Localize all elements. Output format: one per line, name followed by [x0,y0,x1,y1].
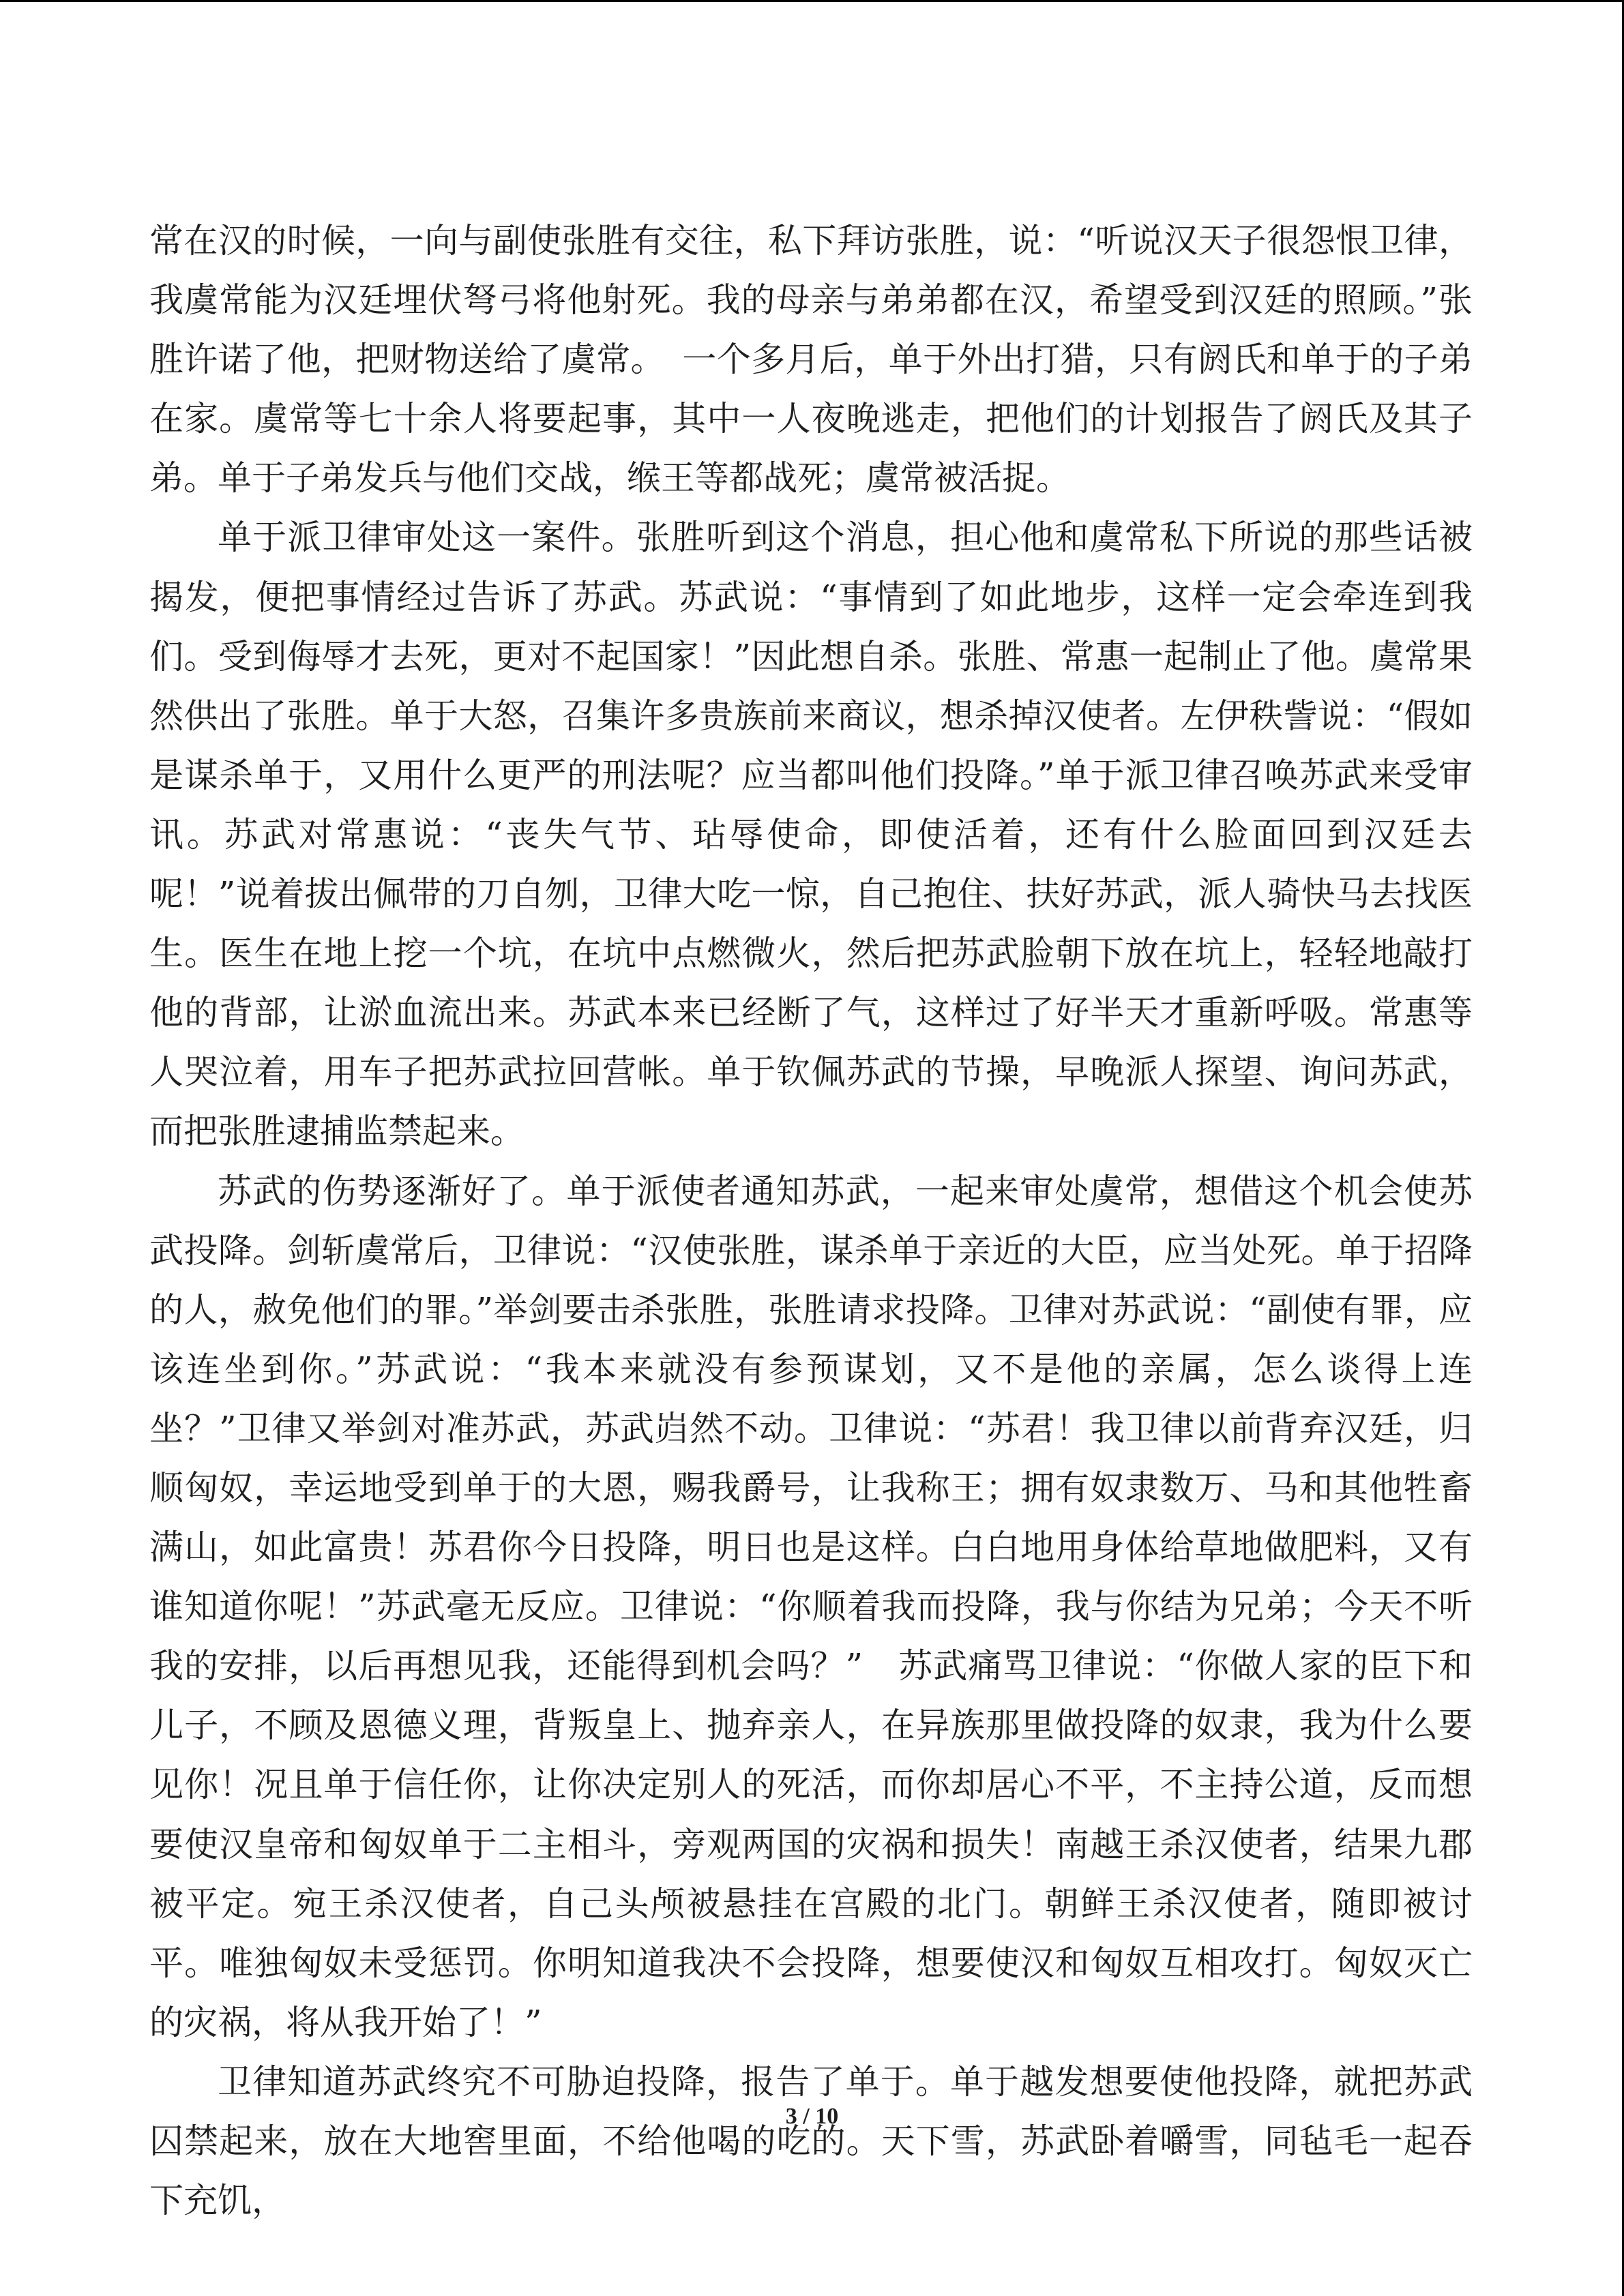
paragraph: 单于派卫律审处这一案件。张胜听到这个消息，担心他和虞常私下所说的那些话被揭发，便把事情经过告诉了苏武。苏武说：“事情到了如此地步，这样一定会牵连到我们。受到侮辱才去死，更对不起国家！”因此想自杀。张胜、常惠一起制止了他。虞常果然供出了张胜。单于大怒，召集许多贵族前来商议，想杀掉汉使者。左伊秩訾说：“假如是谋杀单于，又用什么更严的刑法呢？应当都叫他们投降。”单于派卫律召唤苏武来受审讯。苏武对常惠说：“丧失气节、玷辱使命，即使活着，还有什么脸面回到汉廷去呢！”说着拔出佩带的刀自刎，卫律大吃一惊，自己抱住、扶好苏武，派人骑快马去找医生。医生在地上挖一个坑，在坑中点燃微火，然后把苏武脸朝下放在坑上，轻轻地敲打他的背部，让淤血流出来。苏武本来已经断了气，这样过了好半天才重新呼吸。常惠等人哭泣着，用车子把苏武拉回营帐。单于钦佩苏武的节操，早晚派人探望、询问苏武，而把张胜逮捕监禁起来。 [149,518,1473,1152]
paragraph: 苏武的伤势逐渐好了。单于派使者通知苏武，一起来审处虞常，想借这个机会使苏武投降。剑斩虞常后，卫律说：“汉使张胜，谋杀单于亲近的大臣，应当处死。单于招降的人，赦免他们的罪。”举剑要击杀张胜，张胜请求投降。卫律对苏武说：“副使有罪，应该连坐到你。”苏武说：“我本来就没有参预谋划，又不是他的亲属，怎么谈得上连坐？”卫律又举剑对准苏武，苏武岿然不动。卫律说：“苏君！我卫律以前背弃汉廷，归顺匈奴，幸运地受到单于的大恩，赐我爵号，让我称王；拥有奴隶数万、马和其他牲畜满山，如此富贵！苏君你今日投降，明日也是这样。白白地用身体给草地做肥料，又有谁知道你呢！”苏武毫无反应。卫律说：“你顺着我而投降，我与你结为兄弟；今天不听我的安排，以后再想见我，还能得到机会吗？” 苏武痛骂卫律说：“你做人家的臣下和儿子，不顾及恩德义理，背叛皇上、抛弃亲人，在异族那里做投降的奴隶，我为什么要见你！况且单于信任你，让你决定别人的死活，而你却居心不平，不主持公道，反而想要使汉皇帝和匈奴单于二主相斗，旁观两国的灾祸和损失！南越王杀汉使者，结果九郡被平定。宛王杀汉使者，自己头颅被悬挂在宫殿的北门。朝鲜王杀汉使者，随即被讨平。唯独匈奴未受惩罚。你明知道我决不会投降，想要使汉和匈奴互相攻打。匈奴灭亡的灾祸，将从我开始了！” [149,1171,1473,2042]
page-number: 3 / 10 [785,2104,839,2129]
body-text [149,211,1473,2231]
paragraph-continued: 常在汉的时候，一向与副使张胜有交往，私下拜访张胜，说：“听说汉天子很怨恨卫律，我虞常能为汉廷埋伏弩弓将他射死。我的母亲与弟弟都在汉，希望受到汉廷的照顾。”张胜许诺了他，把财物送给了虞常。 一个多月后，单于外出打猎，只有阏氏和单于的子弟在家。虞常等七十余人将要起事，其中一人夜晚逃走，把他们的计划报告了阏氏及其子弟。单于子弟发兵与他们交战，缑王等都战死；虞常被活捉。 [149,221,1473,498]
paragraph: 卫律知道苏武终究不可胁迫投降，报告了单于。单于越发想要使他投降，就把苏武囚禁起来，放在大地窖里面，不给他喝的吃的。天下雪，苏武卧着嚼雪，同毡毛一起吞下充饥， [149,2061,1473,2221]
